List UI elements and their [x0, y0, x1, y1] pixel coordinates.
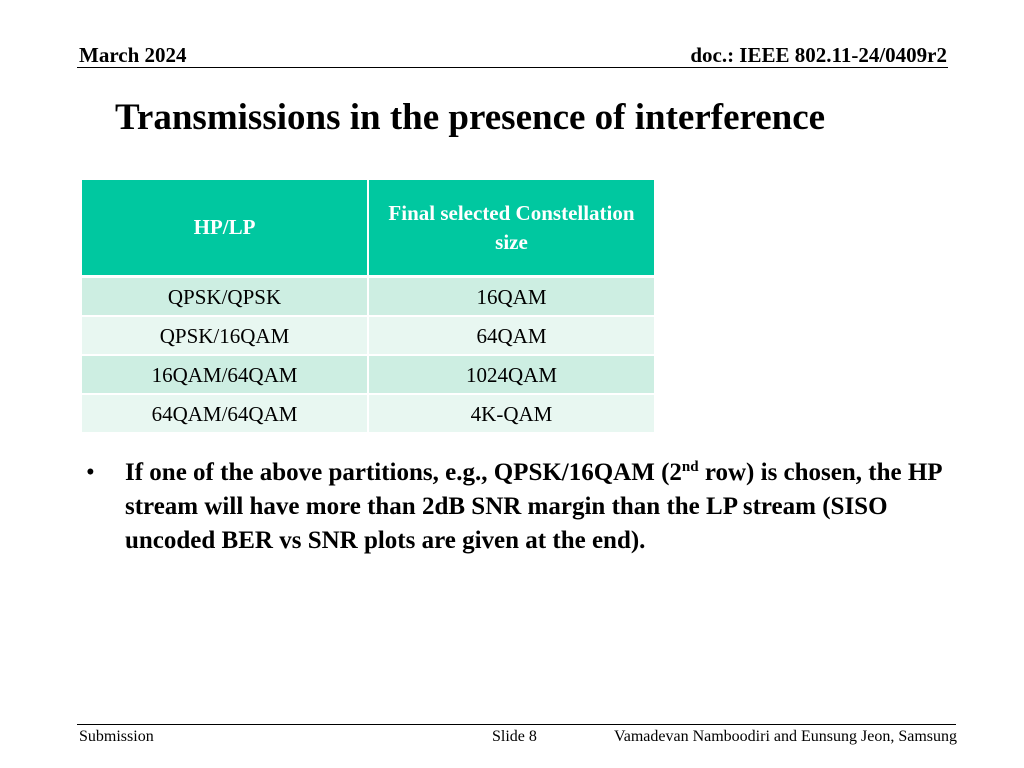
- table-cell-hp-lp: QPSK/QPSK: [82, 277, 368, 317]
- table-cell-constellation: 16QAM: [368, 277, 654, 317]
- table-cell-constellation: 1024QAM: [368, 355, 654, 394]
- header-divider: [77, 67, 948, 68]
- table-cell-constellation: 4K-QAM: [368, 394, 654, 433]
- footer-submission: Submission: [79, 728, 154, 745]
- column-header-hp-lp: HP/LP: [82, 180, 368, 277]
- bullet-superscript: nd: [681, 459, 699, 475]
- bullet-text: [125, 456, 946, 558]
- column-header-constellation: Final selected Constellation size: [368, 180, 654, 277]
- table-cell-hp-lp: 64QAM/64QAM: [82, 394, 368, 433]
- table-cell-hp-lp: QPSK/16QAM: [82, 316, 368, 355]
- table-row: [82, 277, 654, 317]
- constellation-table: [82, 180, 654, 434]
- table-row: [82, 394, 654, 433]
- bullet-point: [86, 456, 946, 558]
- table-cell-constellation: 64QAM: [368, 316, 654, 355]
- footer-authors: Vamadevan Namboodiri and Eunsung Jeon, Samsung: [613, 728, 957, 745]
- table-header-row: [82, 180, 654, 277]
- bullet-icon: •: [86, 459, 95, 486]
- slide-title: Transmissions in the presence of interference: [115, 97, 826, 138]
- header-date: March 2024: [79, 43, 187, 67]
- table-cell-hp-lp: 16QAM/64QAM: [82, 355, 368, 394]
- bullet-text-start: If one of the above partitions, e.g., QPSK/16QAM (2: [125, 459, 682, 486]
- footer-slide-number: Slide 8: [492, 728, 537, 745]
- footer-divider: [77, 724, 956, 725]
- table-row: [82, 355, 654, 394]
- bullet-text-end: row) is chosen, the HP stream will have more than 2dB SNR margin than the LP stream (SISO uncoded BER vs SNR plots are given at the end).: [125, 459, 942, 554]
- table-row: [82, 316, 654, 355]
- header-doc-id: doc.: IEEE 802.11-24/0409r2: [690, 43, 947, 67]
